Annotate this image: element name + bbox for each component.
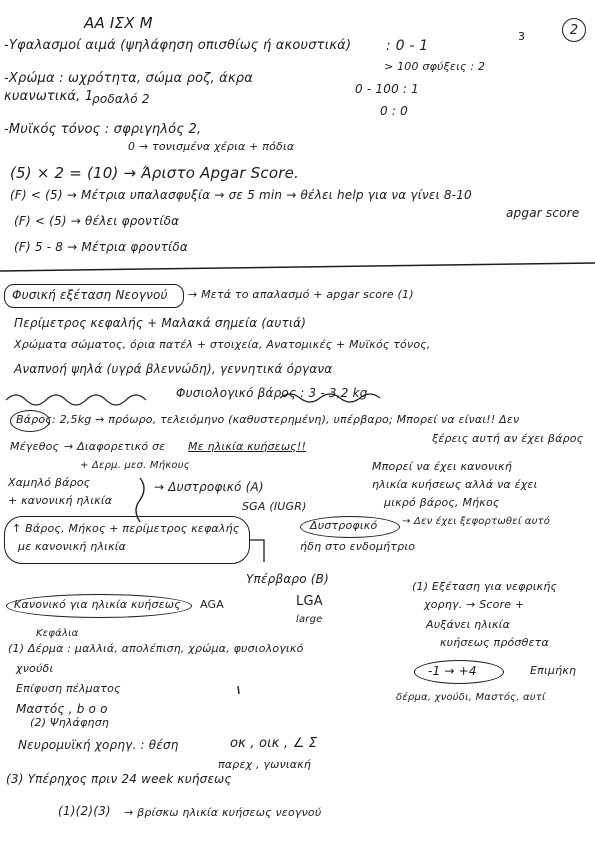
note-line: Νευρομυϊκή χορηγ. : θέση [18, 738, 179, 752]
note-line: ξέρεις αυτή αν έχει βάρος [432, 432, 584, 445]
note-line: + Δερμ. μεσ. Μήκους [80, 460, 190, 471]
note-line: (F) 5 - 8 → Μέτρια φροντίδα [14, 240, 188, 254]
note-line: (2) Ψηλάφηση [30, 716, 110, 729]
note-line: Αυξάνει ηλικία [426, 618, 511, 631]
note-line: Χαμηλό βάρος [8, 476, 91, 489]
note-line: κυήσεως πρόσθετα [440, 636, 549, 649]
note-line: οκ , οικ , ∠ Σ [230, 736, 318, 751]
note-line: Μέγεθος [10, 440, 60, 453]
note-line: 0 - 100 : 1 [355, 82, 420, 96]
note-line: > 100 σφύξεις : 2 [384, 60, 486, 73]
note-line: (F) < (5) → Μέτρια υπαλασφυξία → σε 5 min → θέλει help για να γίνει 8-10 [10, 188, 472, 202]
note-line: -1 → +4 [428, 664, 477, 678]
note-line: (3) Υπέρηχος πριν 24 week κυήσεως [6, 772, 232, 786]
note-line: → βρίσκω ηλικία κυήσεως νεογνού [124, 806, 322, 819]
note-line: 0 → τονισμένα χέρια + πόδια [128, 140, 295, 153]
note-line: → Διαφορετικό σε [64, 440, 166, 453]
note-line: SGA (IUGR) [242, 500, 307, 513]
note-line: Επίφυση πέλματος [16, 682, 121, 695]
note-line: (5) × 2 = (10) → Άριστο Apgar Score. [10, 164, 299, 182]
note-line: Μαστός , b o o [16, 702, 108, 716]
wave-stroke [6, 395, 146, 405]
note-line: ήδη στο ενδομήτριο [300, 540, 416, 553]
note-line: 0 : 0 [380, 104, 408, 118]
note-line: Επιμήκη [530, 664, 577, 677]
note-line: Με ηλικία κυήσεως!! [188, 440, 307, 453]
tick-mark [238, 686, 239, 694]
note-line: (1)(2)(3) [58, 804, 111, 818]
divider-line [0, 263, 595, 271]
note-line: LGA [296, 594, 323, 609]
note-line: με κανονική ηλικία [18, 540, 127, 553]
note-line: → Δυστροφικό (A) [154, 480, 264, 494]
note-line: χορηγ. → Score + [424, 598, 525, 611]
note-line: → Δεν έχει ξεφορτωθεί αυτό [402, 516, 551, 527]
note-line: (1) Δέρμα : μαλλιά, απολέπιση, χρώμα, φυσιολογικό [8, 642, 304, 655]
note-line: ηλικία κυήσεως αλλά να έχει [372, 478, 538, 491]
note-line: AGA [200, 598, 224, 611]
note-line: -Μυϊκός τόνος : σφριγηλός 2, [4, 122, 202, 137]
note-line: παρεχ , γωνιακή [218, 758, 312, 771]
note-line: apgar score [506, 206, 580, 220]
note-line: Κανονικό για ηλικία κυήσεως [14, 598, 181, 611]
page-title: ΑΑ ΙΣΧ Μ [84, 14, 153, 32]
note-line: μικρό βάρος, Μήκος [384, 496, 500, 509]
note-line: δέρμα, χνούδι, Μαστός, αυτί [396, 692, 546, 703]
note-line: Βάρος [16, 413, 52, 426]
note-line: Μπορεί να έχει κανονική [372, 460, 513, 473]
note-line: : 0 - 1 [386, 38, 429, 54]
note-line: (F) < (5) → θέλει φροντίδα [14, 214, 180, 228]
note-line: + κανονική ηλικία [8, 494, 113, 507]
note-line: ροδαλό 2 [92, 92, 150, 106]
arrow-hook [250, 540, 264, 562]
note-line: Κεφάλια [36, 628, 79, 639]
note-line: (1) Εξέταση για νεφρικής [412, 580, 558, 593]
note-line: Χρώματα σώματος, όρια πατέλ + στοιχεία, Ανατομικές + Μυϊκός τόνος, [14, 338, 431, 351]
note-line: χνούδι [16, 662, 54, 675]
note-line: : 2,5kg → πρόωρο, τελειόμηνο (καθυστερημένη), υπέρβαρο; Μπορεί να είναι!! Δεν [52, 413, 520, 426]
note-line: -Υφαλασμοί αιμά (ψηλάφηση οπισθίως ή ακουστικά) [4, 38, 352, 53]
section-heading: Φυσική εξέταση Νεογνού [12, 288, 168, 302]
page-number: 3 [518, 30, 526, 43]
note-line: large [296, 614, 323, 625]
note-line: Περίμετρος κεφαλής + Μαλακά σημεία (αυτιά) [14, 316, 307, 330]
circled-page-number: 2 [562, 18, 586, 42]
note-line: → Μετά το απαλασμό + apgar score (1) [188, 288, 414, 301]
note-line: ↑ Βάρος, Μήκος + περίμετρος κεφαλής [12, 522, 240, 535]
note-line: Δυστροφικό [310, 519, 378, 532]
note-line: Υπέρβαρο (B) [246, 572, 329, 586]
note-line: Φυσιολογικό βάρος : 3 - 3,2 kg [176, 386, 368, 400]
note-line: Αναπνοή ψηλά (υγρά βλεννώδη), γεννητικά όργανα [14, 362, 333, 376]
note-line: -Χρώμα : ωχρότητα, σώμα ροζ, άκρα κυανωτικά, 1 [4, 71, 254, 104]
